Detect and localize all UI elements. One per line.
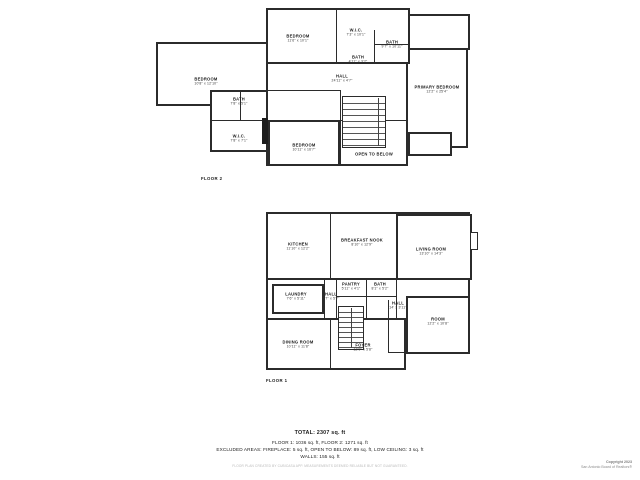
summary-breakdown: FLOOR 1: 1036 sq. ft, FLOOR 2: 1271 sq. ft xyxy=(272,439,368,445)
room-label-f1-laundry: LAUNDRY 7'6" x 5'11" xyxy=(285,291,307,301)
room-label-f1-bath: BATH 8'1" x 5'2" xyxy=(371,281,389,291)
room-label-f2-bedroom-lower: BEDROOM 10'11" x 16'7" xyxy=(292,142,316,152)
f2-partition-g xyxy=(340,90,341,166)
f2-right-nub xyxy=(408,132,452,156)
room-label-f1-living-room: LIVING ROOM 13'10" x 14'3" xyxy=(415,246,447,256)
f2-partition-c xyxy=(374,30,375,64)
room-label-f1-pantry: PANTRY 5'11" x 4'1" xyxy=(341,281,361,291)
room-label-f1-room: ROOM 12'2" x 10'8" xyxy=(427,316,449,326)
f2-partition-b xyxy=(336,9,337,63)
room-label-f1-breakfast-nook: BREAKFAST NOOK 8'10" x 12'9" xyxy=(341,237,383,247)
f2-partition-h xyxy=(210,120,268,121)
summary-excluded: EXCLUDED AREAS: FIREPLACE: 5 sq. ft, OPEN TO BELOW: 89 sq. ft, LOW CEILING: 3 sq. ft xyxy=(216,446,424,452)
f1-partition-i xyxy=(330,320,331,370)
room-label-f1-kitchen: KITCHEN 11'10" x 12'2" xyxy=(286,241,310,251)
room-label-f2-wic-top: W.I.C. 7'3" x 10'1" xyxy=(346,27,366,37)
copyright-block xyxy=(581,460,632,470)
room-label-f2-primary-bedroom: PRIMARY BEDROOM 12'2" x 25'4" xyxy=(414,84,460,94)
f1-partition-g xyxy=(366,280,367,320)
f1-partition-c xyxy=(266,279,470,280)
room-label-f2-bath-main: BATH 9'7" x 10'11" xyxy=(381,39,403,49)
f2-partition-f xyxy=(268,120,408,121)
f1-fireplace xyxy=(470,232,478,250)
f2-stairs-direction-arrow xyxy=(378,98,379,146)
room-label-f1-hall-b: HALL 14' x 3'11" xyxy=(389,300,407,310)
f2-partition-a xyxy=(268,62,408,63)
f1-partition-h xyxy=(266,319,406,320)
room-label-f1-dining-room: DINING ROOM 10'11" x 11'8" xyxy=(282,339,314,349)
f1-partition-a xyxy=(330,213,331,279)
room-label-f2-open-to-below: OPEN TO BELOW xyxy=(355,151,393,157)
copyright-line-2: San Antonio Board of Realtors® xyxy=(581,464,632,469)
room-label-f2-bath-left: BATH 7'8" x 5'1" xyxy=(230,96,248,106)
f2-partition-e xyxy=(266,90,340,91)
summary-walls: WALLS: 155 sq. ft xyxy=(300,453,340,459)
copyright-line-1: Copyright 2023 xyxy=(606,460,632,464)
f2-closet-block xyxy=(262,118,268,144)
f2-top-right-ext xyxy=(408,14,470,50)
room-label-f2-bedroom-left: BEDROOM 10'8" x 12'10" xyxy=(194,76,218,86)
summary-disclaimer: FLOOR PLAN CREATED BY CUBICASA APP. MEASUREMENTS DEEMED RELIABLE BUT NOT GUARANTEED. xyxy=(232,464,408,468)
room-label-f2-bath-small: BATH 4'11" x 3'2" xyxy=(348,54,368,64)
room-label-f2-hall: HALL 24'11" x 4'7" xyxy=(331,73,353,83)
room-label-f1-foyer: FOYER 12'9" x 5'8" xyxy=(353,342,373,352)
room-label-f2-bedroom-top: BEDROOM 11'6" x 10'1" xyxy=(286,33,310,43)
floor-1-label: FLOOR 1 xyxy=(266,378,288,383)
f1-stairs-direction-arrow xyxy=(351,308,352,348)
f2-stairs xyxy=(342,96,386,148)
room-label-f2-wic-left: W.I.C. 7'8" x 7'1" xyxy=(230,133,248,143)
floor-2-label: FLOOR 2 xyxy=(201,176,223,181)
room-label-f1-hall-a: HALL 3'7" x 5'7" xyxy=(322,291,340,301)
f1-partition-k xyxy=(388,352,408,353)
summary-total: TOTAL: 2307 sq. ft xyxy=(294,430,346,436)
